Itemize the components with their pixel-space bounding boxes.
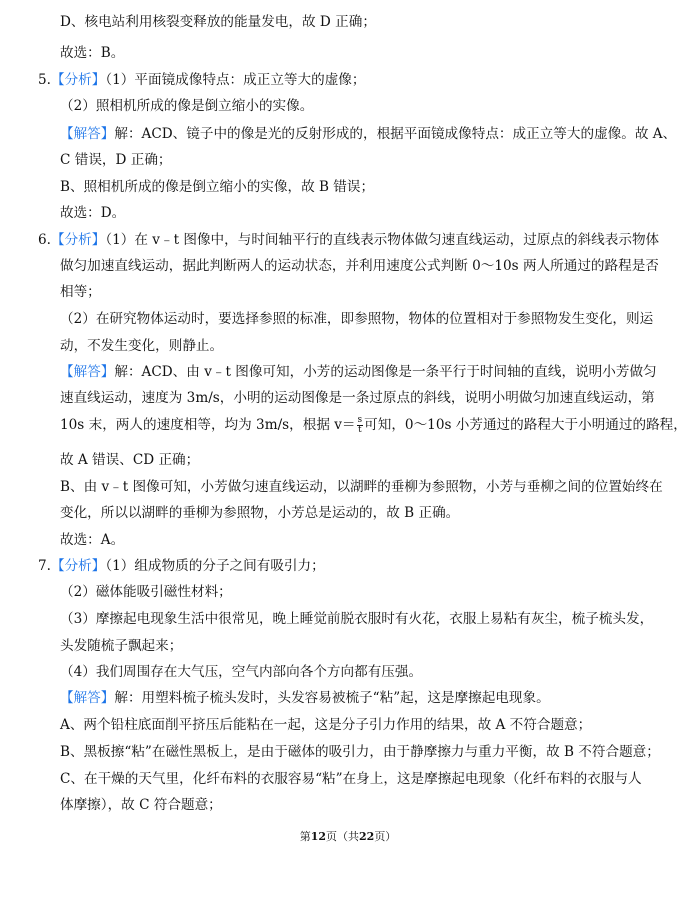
line-text: 体摩擦），故 C 符合题意；	[60, 797, 222, 813]
text-line	[60, 796, 222, 814]
line-text: 速直线运动，速度为 3m/s，小明的运动图像是一条过原点的斜线，说明小明做匀加速直线运动，第	[60, 390, 655, 406]
line-text: 解：ACD、镜子中的像是光的反射形成的，根据平面镜成像特点：成正立等大的虚像。故 A、	[114, 126, 677, 142]
line-text: （1）在 v﹣t 图像中，与时间轴平行的直线表示物体做匀速直线运动，过原点的斜线表示物体	[105, 232, 660, 248]
line-text: 头发随梳子飘起来；	[60, 638, 183, 654]
line-text: （3）摩擦起电现象生活中很常见，晚上睡觉前脱衣服时有火花，衣服上易粘有灰尘，梳子梳头发，	[60, 611, 654, 627]
fraction-numerator: s	[357, 415, 363, 425]
question-number: 6.	[38, 232, 51, 248]
question-number: 7.	[38, 558, 51, 574]
text-line	[60, 637, 182, 655]
text-line	[60, 13, 376, 31]
answer-tag: 【解答】	[60, 364, 115, 380]
line-text: D、核电站利用核裂变释放的能量发电，故 D 正确；	[60, 14, 376, 30]
text-line	[60, 178, 374, 196]
line-text: 解：用塑料梳子梳头发时，头发容易被梳子“粘”起，这是摩擦起电现象。	[114, 690, 550, 706]
text-line	[60, 716, 591, 734]
line-text: （1）组成物质的分子之间有吸引力；	[105, 558, 325, 574]
text-line	[60, 389, 655, 407]
line-text: C、在干燥的天气里，化纤布料的衣服容易“粘”在身上，这是摩擦起电现象（化纤布料的衣服与人	[60, 771, 642, 787]
question-7-answer	[60, 689, 550, 707]
text-line	[60, 743, 660, 761]
text-line	[60, 504, 459, 522]
answer-tag: 【解答】	[60, 126, 115, 142]
footer-text: 页（共	[326, 830, 359, 843]
footer-text: 第	[299, 830, 311, 843]
line-text: C 错误，D 正确；	[60, 152, 172, 168]
text-line	[60, 44, 124, 62]
line-text: 故选：B。	[60, 45, 125, 61]
line-text: 10s 末，两人的速度相等，均为 3m/s，根据 v＝	[60, 417, 356, 433]
text-line	[60, 610, 653, 628]
line-text: （2）磁体能吸引磁性材料；	[60, 584, 232, 600]
question-7-analysis	[38, 557, 325, 575]
line-text: 可知，0～10s 小芳通过的路程大于小明通过的路程，	[364, 417, 687, 433]
analysis-tag: 【分析】	[50, 232, 106, 248]
line-text: B、由 v﹣t 图像可知，小芳做匀速直线运动，以湖畔的垂柳为参照物，小芳与垂柳之间的位置始终在	[60, 479, 663, 495]
line-text: 故 A 错误、CD 正确；	[60, 452, 200, 468]
text-line	[60, 478, 663, 496]
line-text: 动，不发生变化，则静止。	[60, 338, 224, 354]
page-footer	[0, 830, 696, 844]
question-number: 5.	[38, 72, 51, 88]
line-text: 做匀加速直线运动，据此判断两人的运动状态，并利用速度公式判断 0～10s 两人所通过的路程是否	[60, 258, 659, 274]
text-line-with-formula	[60, 416, 687, 435]
footer-text: 页）	[374, 830, 397, 843]
fraction-denominator: t	[358, 425, 362, 435]
line-text: B、黑板擦“粘”在磁性黑板上，是由于磁体的吸引力，由于静摩擦力与重力平衡，故 B 不符合题意；	[60, 744, 660, 760]
answer-tag: 【解答】	[60, 690, 115, 706]
current-page-number: 12	[310, 830, 326, 843]
text-line	[60, 770, 642, 788]
line-text: 变化，所以以湖畔的垂柳为参照物，小芳总是运动的，故 B 正确。	[60, 505, 460, 521]
line-text: （2）在研究物体运动时，要选择参照的标准，即参照物，物体的位置相对于参照物发生变化，则运	[60, 311, 654, 327]
text-line	[60, 337, 223, 355]
line-text: 故选：D。	[60, 205, 126, 221]
text-line	[60, 283, 101, 301]
analysis-tag: 【分析】	[50, 558, 106, 574]
analysis-tag: 【分析】	[50, 72, 106, 88]
text-line	[60, 257, 659, 275]
line-text: （1）平面镜成像特点：成正立等大的虚像；	[105, 72, 366, 88]
text-line	[60, 151, 172, 169]
line-text: A、两个铅柱底面削平挤压后能粘在一起，这是分子引力作用的结果，故 A 不符合题意；	[60, 717, 592, 733]
line-text: 故选：A。	[60, 532, 125, 548]
text-line	[60, 531, 124, 549]
text-line	[60, 97, 313, 115]
line-text: 解：ACD、由 v﹣t 图像可知，小芳的运动图像是一条平行于时间轴的直线，说明小芳做匀	[114, 364, 657, 380]
text-line	[60, 583, 232, 601]
text-line	[60, 204, 125, 222]
speed-formula-fraction	[357, 416, 364, 435]
question-6-answer	[60, 363, 657, 381]
question-5-answer	[60, 125, 676, 143]
line-text: （4）我们周围存在大气压，空气内部向各个方向都有压强。	[60, 664, 423, 680]
text-line	[60, 310, 653, 328]
text-line	[60, 451, 199, 469]
line-text: 相等；	[60, 284, 101, 300]
line-text: （2）照相机所成的像是倒立缩小的实像。	[60, 98, 314, 114]
question-5-analysis	[38, 71, 366, 89]
question-6-analysis	[38, 231, 659, 249]
text-line	[60, 663, 422, 681]
line-text: B、照相机所成的像是倒立缩小的实像，故 B 错误；	[60, 179, 375, 195]
total-page-number: 22	[359, 830, 375, 843]
